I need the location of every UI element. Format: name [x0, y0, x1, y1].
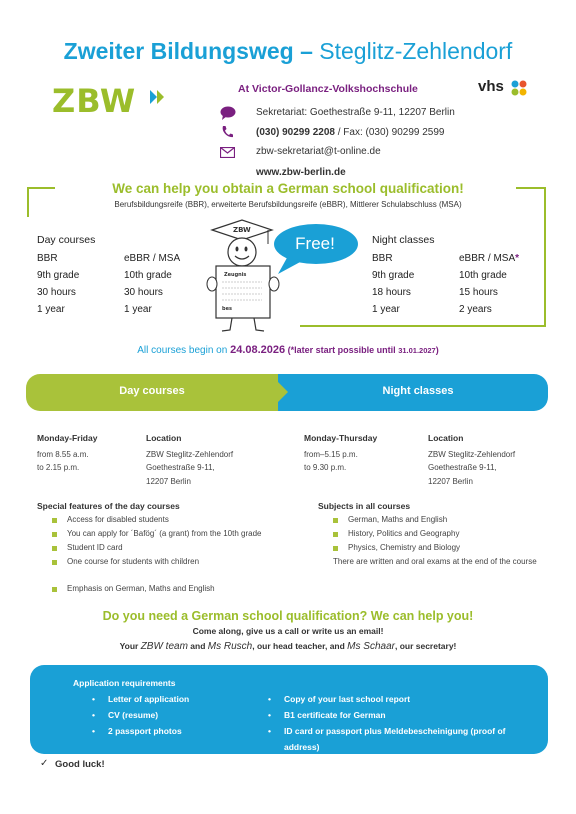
good-luck-text: Good luck!	[55, 759, 105, 770]
start-date: 24.08.2026	[230, 344, 286, 356]
day-time-start: from 8.55 a.m.	[37, 449, 89, 459]
location-line: 12207 Berlin	[146, 476, 191, 486]
list-item: Emphasis on German, Maths and English	[50, 582, 215, 596]
table-cell: 2 years	[459, 304, 492, 315]
exam-note: There are written and oral exams at the end of the course	[333, 557, 537, 566]
team-line	[0, 641, 576, 652]
start-date-line	[0, 344, 576, 356]
late-start-date: 31.01.2027	[398, 346, 436, 355]
zbw-logo: ZBW	[52, 82, 137, 120]
secretary-name: Ms Schaar	[347, 641, 395, 652]
address: Sekretariat: Goethestraße 9-11, 12207 Berlin	[256, 107, 455, 118]
list-item: Access for disabled students	[50, 513, 261, 527]
head-teacher-name: Ms Rusch	[207, 641, 253, 652]
page-title	[0, 38, 576, 65]
table-row	[372, 304, 549, 321]
list-item: You can apply for ´Bafög´ (a grant) from the 10th grade	[50, 527, 261, 541]
team-text: Your	[119, 641, 141, 651]
list-item: • Letter of application	[92, 691, 262, 707]
qualification-list: Berufsbildungsreife (BBR), erweiterte Berufsbildungsreife (eBBR), Mittlerer Schulabschluss (MSA)	[114, 200, 462, 209]
table-cell: 10th grade	[124, 270, 172, 281]
table-cell: 15 hours	[459, 287, 498, 298]
envelope-icon	[220, 147, 235, 158]
table-row	[37, 287, 214, 304]
features-heading: Special features of the day courses	[37, 501, 180, 511]
checkmark-icon: ✓	[40, 758, 49, 769]
list-item: Student ID card	[50, 541, 261, 555]
day-location	[146, 432, 233, 488]
cta-headline: Do you need a German school qualification? We can help you!	[102, 609, 474, 623]
svg-text:ZBW: ZBW	[233, 226, 251, 234]
night-schedule	[304, 432, 377, 475]
team-text: and	[187, 641, 208, 651]
requirements-heading: Application requirements	[73, 678, 176, 688]
list-item: History, Politics and Geography	[331, 527, 460, 541]
day-courses-table	[37, 234, 214, 321]
table-cell: 10th grade	[459, 270, 507, 281]
features-list-extra	[50, 582, 215, 596]
table-cell: BBR	[37, 253, 58, 264]
list-item: • CV (resume)	[92, 707, 262, 723]
table-row	[372, 287, 549, 304]
night-table-heading: Night classes	[372, 234, 435, 246]
school-name: At Victor-Gollancz-Volkshochschule	[238, 83, 418, 95]
late-start-note: (*later start possible until	[285, 345, 399, 355]
table-cell	[459, 253, 549, 270]
team-name: ZBW team	[140, 641, 188, 652]
phone-fax	[256, 127, 445, 138]
fax-number: / Fax: (030) 90299 2599	[334, 127, 445, 138]
table-cell: 9th grade	[37, 270, 80, 281]
location-line: 12207 Berlin	[428, 476, 473, 486]
location-line: Goethestraße 9-11,	[146, 463, 215, 472]
requirements-list-left	[92, 691, 262, 739]
cta-subline: Come along, give us a call or write us an email!	[192, 626, 384, 636]
list-item: • ID card or passport plus Meldebescheinigung (proof of address)	[268, 723, 530, 755]
table-cell: 1 year	[372, 304, 400, 315]
table-row	[372, 270, 549, 287]
features-list	[50, 513, 261, 569]
day-location-heading: Location	[146, 433, 182, 443]
night-location-heading: Location	[428, 433, 464, 443]
day-time-end: to 2.15 p.m.	[37, 463, 80, 472]
free-label: Free!	[295, 234, 335, 253]
cartoon-graduate-illustration	[202, 216, 282, 334]
table-cell: eBBR / MSA	[124, 253, 181, 264]
night-schedule-heading: Monday-Thursday	[304, 433, 378, 443]
night-time-start: from–5.15 p.m.	[304, 449, 358, 459]
table-cell-text: eBBR / MSA	[459, 253, 516, 264]
location-line: ZBW Steglitz-Zehlendorf	[146, 449, 234, 459]
day-schedule-heading: Monday-Friday	[37, 433, 98, 443]
location-line: Goethestraße 9-11,	[428, 463, 497, 472]
list-item: Physics, Chemistry and Biology	[331, 541, 460, 555]
subjects-heading: Subjects in all courses	[318, 501, 411, 511]
late-start-close: )	[435, 345, 439, 355]
table-cell: 18 hours	[372, 287, 411, 298]
list-item: • Copy of your last school report	[268, 691, 530, 707]
day-banner-label: Day courses	[119, 385, 185, 397]
phone-number: (030) 90299 2208	[256, 127, 335, 138]
svg-text:bes: bes	[222, 306, 232, 312]
table-cell: 1 year	[37, 304, 65, 315]
frame-line	[300, 325, 546, 327]
table-cell: 30 hours	[124, 287, 163, 298]
day-table-heading: Day courses	[37, 234, 96, 246]
table-row	[372, 253, 549, 270]
asterisk-mark: *	[515, 253, 520, 264]
night-location	[428, 432, 515, 488]
website-link[interactable]: www.zbw-berlin.de	[256, 167, 346, 178]
table-cell: 1 year	[124, 304, 152, 315]
table-row	[37, 304, 214, 321]
requirements-list-right	[268, 691, 530, 755]
table-cell: 9th grade	[372, 270, 415, 281]
speech-bubble-icon	[220, 106, 236, 120]
night-banner-label: Night classes	[382, 385, 454, 397]
list-item: One course for students with children	[50, 555, 261, 569]
list-item: • 2 passport photos	[92, 723, 262, 739]
phone-icon	[220, 125, 234, 139]
vhs-logo-icon	[510, 80, 530, 96]
title-bold: Zweiter Bildungsweg –	[63, 38, 313, 64]
team-text: , our secretary!	[394, 641, 457, 651]
table-cell: BBR	[372, 253, 393, 264]
list-item: • B1 certificate for German	[268, 707, 530, 723]
title-light: Steglitz-Zehlendorf	[319, 38, 513, 64]
email-link[interactable]: zbw-sekretariat@t-online.de	[256, 146, 381, 157]
start-prefix: All courses begin on	[137, 345, 231, 356]
help-headline: We can help you obtain a German school qualification!	[112, 181, 464, 196]
day-schedule	[37, 432, 97, 475]
location-line: ZBW Steglitz-Zehlendorf	[428, 449, 516, 459]
subjects-list	[331, 513, 460, 555]
night-time-end: to 9.30 p.m.	[304, 463, 347, 472]
logo-arrow-icon	[148, 88, 166, 106]
team-text: , our head teacher, and	[252, 641, 348, 651]
table-row	[37, 270, 214, 287]
svg-text:Zeugnis: Zeugnis	[224, 272, 247, 278]
table-cell: 30 hours	[37, 287, 76, 298]
night-classes-table	[372, 234, 549, 321]
vhs-logo: vhs	[478, 78, 504, 95]
table-row	[37, 253, 214, 270]
list-item: German, Maths and English	[331, 513, 460, 527]
